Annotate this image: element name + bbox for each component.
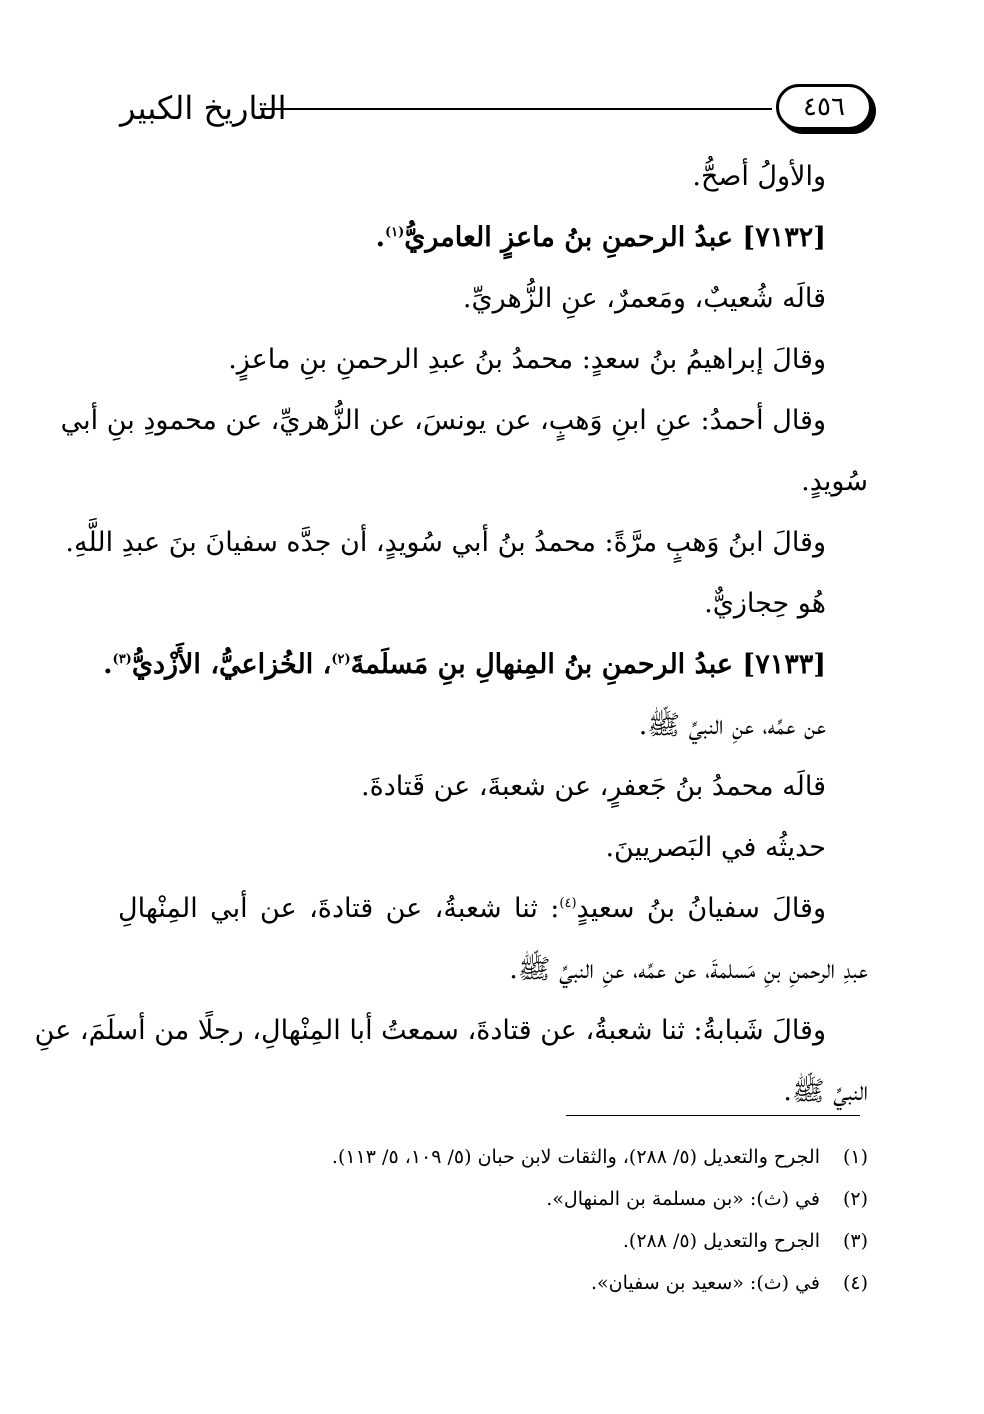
book-title: التاريخ الكبير [120,89,287,127]
footnote-marker-2: (٢) [331,652,351,667]
text-line: وقالَ ابنُ وَهبٍ مرَّةً: محمدُ بنُ أبي سُويدٍ، أن جدَّه سفيانَ بنَ عبدِ اللَّهِ. [65,527,826,558]
page-header [120,82,872,138]
text-line: هُو حِجازيٌّ. [704,588,826,619]
text-line: عبدِ الرحمنِ بنِ مَسلمةَ، عن عمِّه، عنِ النبيِّ ﷺ. [509,954,868,985]
footnote-separator [566,1115,860,1116]
footnote: (٤)في (ث): «سعيد بن سفيان». [590,1272,868,1294]
text-line: والأولُ أصحُّ. [692,161,826,192]
entry-heading-7132: [٧١٣٢] عبدُ الرحمنِ بنُ ماعزٍ العامريُّ$^{(١)}$. [375,222,826,253]
text-line: قالَه شُعيبٌ، ومَعمرٌ، عنِ الزُّهريِّ. [462,283,826,314]
footnote: (١)الجرح والتعديل (٥/ ٢٨٨)، والثقات لابن حبان (٥/ ١٠٩، ٥/ ١١٣). [331,1146,868,1168]
text-line: النبيِّ ﷺ. [783,1076,868,1107]
text-line: قالَه محمدُ بنُ جَعفرٍ، عن شعبةَ، عن قَتادةَ. [361,771,826,802]
footnote: (٢)في (ث): «بن مسلمة بن المنهال». [546,1188,868,1210]
entry-heading-7133: [٧١٣٣] عبدُ الرحمنِ بنُ المِنهالِ بنِ مَسلَمةَ$^{(٢)}$، الخُزاعيُّ، الأَزْديُّ$^{(٣)}$. [103,649,826,680]
footnote-marker-4: (٤) [559,896,577,911]
text-line: وقالَ إبراهيمُ بنُ سعدٍ: محمدُ بنُ عبدِ الرحمنِ بنِ ماعزٍ. [228,344,826,375]
main-text [34,146,868,1122]
footnote-marker-3: (٣) [112,652,132,667]
text-line: حديثُه في البَصريينَ. [605,832,826,863]
page-number-badge: ٤٥٦ [776,84,872,130]
footnote-marker-1: (١) [384,225,405,240]
text-line: سُويدٍ. [801,466,868,497]
text-line: عن عمِّه، عنِ النبيِّ ﷺ. [638,710,826,741]
footnote: (٣)الجرح والتعديل (٥/ ٢٨٨). [622,1230,868,1252]
header-rule [260,108,772,110]
footnotes [118,1136,868,1304]
text-line: وقال أحمدُ: عنِ ابنِ وَهبٍ، عن يونسَ، عن الزُّهريِّ، عن محمودِ بنِ أبي [60,405,826,436]
text-line: وقالَ سفيانُ بنُ سعيدٍ$^{(٤)}$: ثنا شعبةُ، عن قتادةَ، عن أبي المِنْهالِ [118,893,826,924]
text-line: وقالَ شَبابةُ: ثنا شعبةُ، عن قتادةَ، سمعتُ أبا المِنْهالِ، رجلًا من أسلَمَ، عنِ [34,1015,826,1046]
